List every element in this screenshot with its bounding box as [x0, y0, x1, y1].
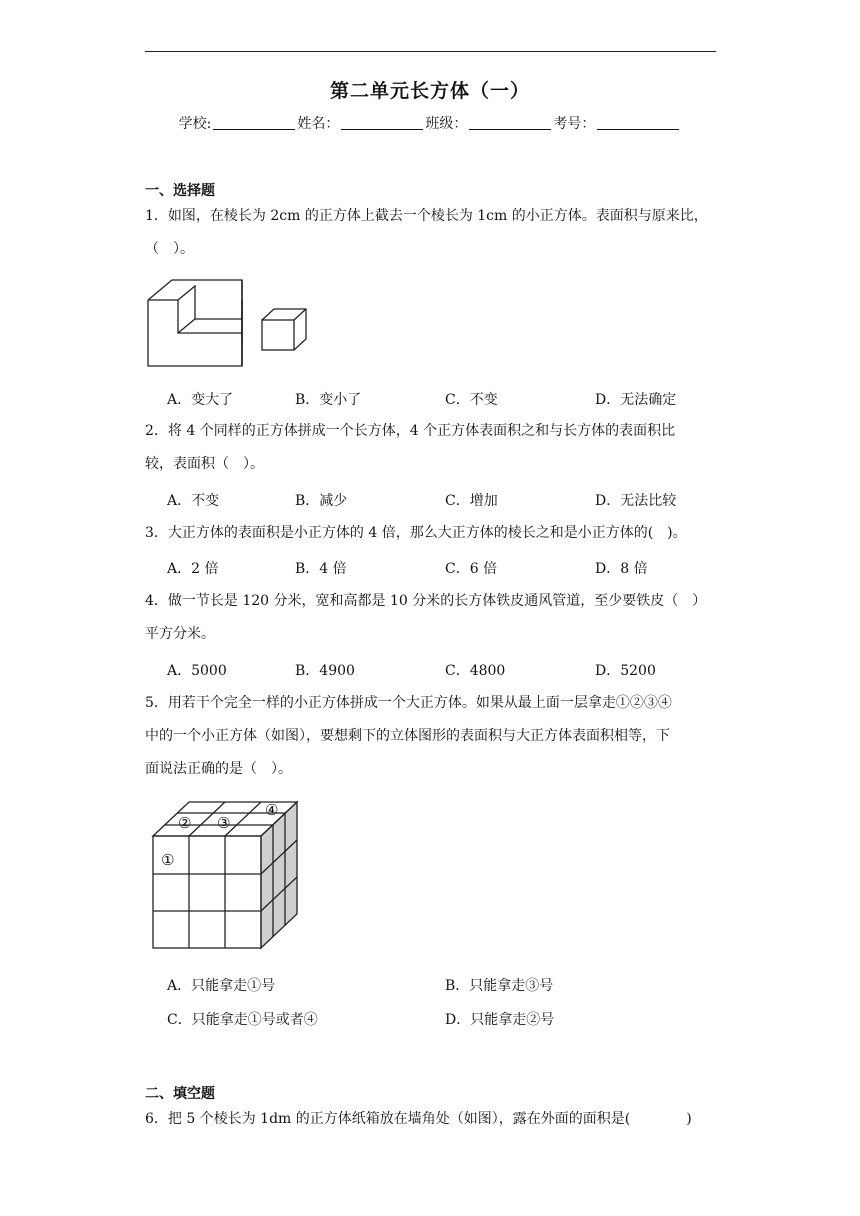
option-d[interactable]: D．无法比较 — [595, 493, 677, 509]
cube-cutout-figure — [146, 278, 321, 370]
cube-stack-figure — [150, 800, 302, 952]
option-b[interactable]: B．4 倍 — [295, 561, 347, 577]
question-line: 4．做一节长是 120 分米，宽和高都是 10 分米的长方体铁皮通风管道，至少要铁皮（ ） — [145, 593, 707, 609]
question-line: 面说法正确的是（ ）。 — [145, 761, 292, 777]
student-info-line — [0, 113, 860, 133]
question-line: 5．用若干个完全一样的小正方体拼成一个大正方体。如果从最上面一层拿走①②③④ — [145, 695, 672, 711]
option-b[interactable]: B．4900 — [295, 663, 355, 679]
option-a[interactable]: A．只能拿走①号 — [167, 978, 276, 994]
option-b[interactable]: B．减少 — [295, 493, 348, 509]
question-line: 1．如图，在棱长为 2cm 的正方体上截去一个棱长为 1cm 的小正方体。表面积与原来比， — [145, 208, 708, 224]
option-a[interactable]: A．不变 — [167, 493, 220, 509]
question-3 — [145, 517, 720, 550]
class-label: 班级： — [425, 116, 468, 132]
option-a[interactable]: A．5000 — [167, 663, 227, 679]
option-d[interactable]: D．8 倍 — [595, 561, 648, 577]
question-1 — [145, 200, 720, 266]
option-c[interactable]: C．增加 — [445, 493, 498, 509]
question-2 — [145, 415, 720, 481]
question-4 — [145, 585, 720, 651]
question-5 — [145, 687, 720, 786]
option-d[interactable]: D．5200 — [595, 663, 656, 679]
top-rule — [145, 51, 716, 52]
option-c[interactable]: C．不变 — [445, 392, 498, 408]
option-b[interactable]: B．只能拿走③号 — [445, 978, 554, 994]
option-c[interactable]: C．4800 — [445, 663, 506, 679]
option-c[interactable]: C．6 倍 — [445, 561, 498, 577]
question-line: 3．大正方体的表面积是小正方体的 4 倍，那么大正方体的棱长之和是小正方体的( )。 — [145, 525, 687, 541]
question-line: 2．将 4 个同样的正方体拼成一个长方体，4 个正方体表面积之和与长方体的表面积比 — [145, 423, 676, 439]
option-a[interactable]: A．变大了 — [167, 392, 234, 408]
name-blank[interactable] — [341, 115, 423, 130]
exam-no-blank[interactable] — [597, 115, 679, 130]
section-title-choice: 一、选择题 — [145, 183, 215, 199]
option-d[interactable]: D．只能拿走②号 — [445, 1012, 555, 1028]
question-6 — [145, 1103, 720, 1136]
option-a[interactable]: A．2 倍 — [167, 561, 219, 577]
cube-label-3: ③ — [217, 814, 231, 832]
school-label: 学校: — [178, 116, 212, 132]
question-line: 6．把 5 个棱长为 1dm 的正方体纸箱放在墙角处（如图），露在外面的面积是( ) — [145, 1111, 692, 1127]
option-d[interactable]: D．无法确定 — [595, 392, 677, 408]
school-blank[interactable] — [213, 115, 295, 130]
question-line: 中的一个小正方体（如图），要想剩下的立体图形的表面积与大正方体表面积相等，下 — [145, 728, 670, 744]
exam-no-label: 考号： — [553, 116, 596, 132]
cube-label-2: ② — [178, 814, 192, 832]
question-line: 较，表面积（ ）。 — [145, 456, 264, 472]
option-b[interactable]: B．变小了 — [295, 392, 362, 408]
cube-label-4: ④ — [265, 801, 279, 819]
option-c[interactable]: C．只能拿走①号或者④ — [167, 1012, 318, 1028]
question-line: （ ）。 — [145, 241, 194, 257]
cube-label-1: ① — [161, 851, 175, 869]
question-line: 平方分米。 — [145, 626, 215, 642]
section-title-fill: 二、填空题 — [145, 1086, 215, 1102]
name-label: 姓名： — [297, 116, 340, 132]
class-blank[interactable] — [469, 115, 551, 130]
page-title: 第二单元长方体（一） — [329, 80, 530, 102]
